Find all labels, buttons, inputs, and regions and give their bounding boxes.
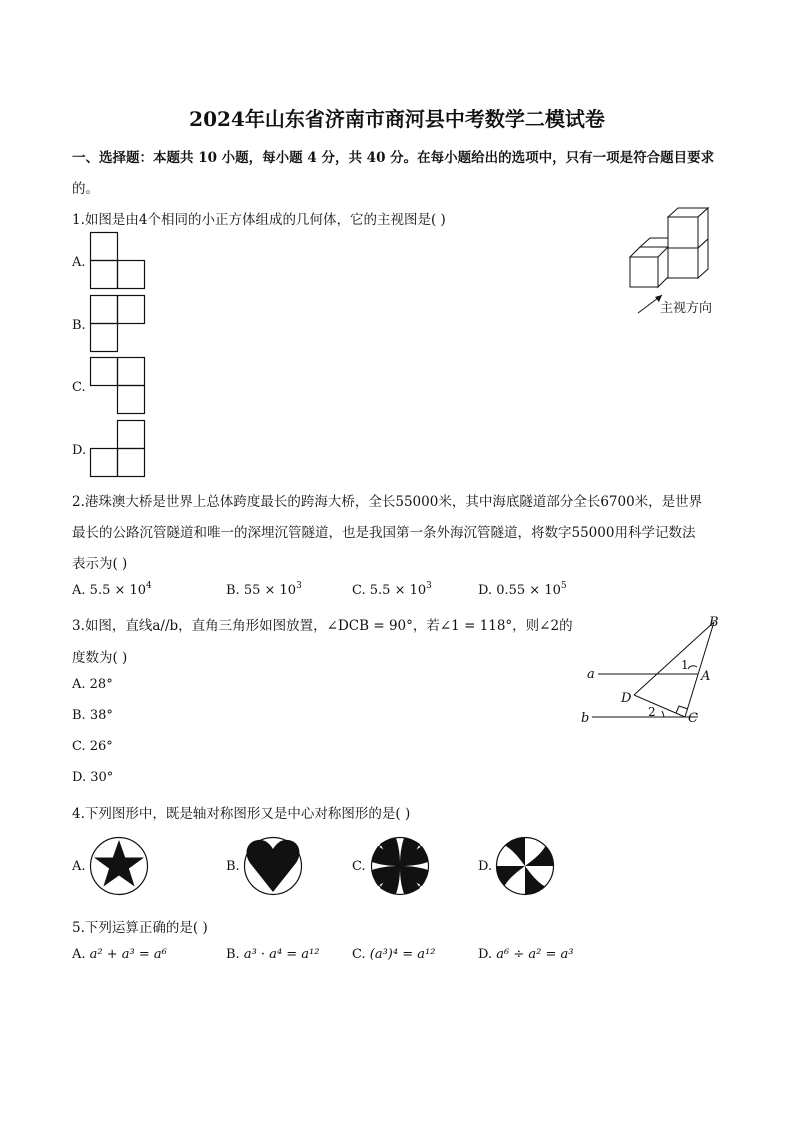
q5-option-b-expr: a³ · a⁴ = a¹² [243,947,320,962]
q4-option-a-label: A. [72,859,86,874]
q1-option-c-label: C. [72,380,86,395]
page-title: 2024年山东省济南市商河县中考数学二模试卷 [189,107,605,131]
q4-text: 4.下列图形中，既是轴对称图形又是中心对称图形的是( ) [72,806,411,822]
q2-option-d [478,583,567,598]
q1-direction-label: 主视方向 [660,301,713,316]
q4-option-b-heart-figure [243,836,303,896]
q1-text: 1.如图是由4个相同的小正方体组成的几何体，它的主视图是( ) [72,212,446,228]
q2-option-a-exp: 4 [146,581,152,591]
q5-option-c-label: C. [352,947,366,962]
q2-option-b-exp: 3 [296,581,302,591]
q3-text-line2: 度数为( ) [72,650,128,666]
q1-option-b-label: B. [72,318,86,333]
q2-option-b-label: B. [226,583,240,598]
q3-geometry-figure [578,612,728,734]
q5-option-b [226,947,319,962]
q5-option-b-label: B. [226,947,240,962]
q3-label-line-b: b [581,711,590,726]
q2-option-c [352,583,432,598]
q2-option-c-label: C. [352,583,366,598]
q2-text-line1: 2.港珠澳大桥是世界上总体跨度最长的跨海大桥，全长55000米，其中海底隧道部分全长6700米，是世界 [72,494,703,510]
q3-label-c: C [688,711,698,726]
q1-option-a-label: A. [72,255,86,270]
section-heading-line2: 的。 [72,181,99,197]
q2-option-b [226,583,302,598]
q1-option-b-figure [90,295,146,353]
q2-option-c-base: 5.5 × 10 [369,583,427,598]
q2-option-d-base: 0.55 × 10 [496,583,561,598]
q2-text-line2: 最长的公路沉管隧道和唯一的深埋沉管隧道，也是我国第一条外海沉管隧道，将数字55000用科学记数法 [72,525,696,541]
q1-option-a-figure [90,232,146,290]
q3-option-a: A. 28° [72,677,113,692]
q3-label-b: B [709,615,719,630]
q2-option-a-base: 5.5 × 10 [89,583,147,598]
q3-option-d: D. 30° [72,770,114,785]
q5-option-d-label: D. [478,947,493,962]
q5-text: 5.下列运算正确的是( ) [72,920,208,936]
q5-option-c-expr: (a³)⁴ = a¹² [369,947,436,962]
q3-label-a-point: A [701,669,711,684]
q5-option-a-expr: a² + a³ = a⁶ [89,947,167,962]
q1-option-d-figure [90,420,146,478]
q5-option-d [478,947,573,962]
q2-option-d-label: D. [478,583,493,598]
q2-option-d-exp: 5 [560,581,567,591]
q3-option-b: B. 38° [72,708,113,723]
q1-option-d-label: D. [72,443,87,458]
q1-option-c-figure [90,357,146,415]
q3-label-line-a: a [587,667,595,682]
q2-option-b-base: 55 × 10 [243,583,297,598]
q2-option-a-label: A. [72,583,86,598]
q3-label-angle2: 2 [648,705,656,719]
q4-option-d-label: D. [478,859,493,874]
q3-text-line1: 3.如图，直线a//b，直角三角形如图放置，∠DCB = 90°，若∠1 = 118°，则∠2的 [72,618,573,634]
q5-option-c [352,947,435,962]
q4-option-b-label: B. [226,859,240,874]
q3-option-c: C. 26° [72,739,113,754]
q3-label-angle1: 1 [681,658,689,672]
q4-option-d-pinwheel-figure [495,836,555,896]
q2-option-c-exp: 3 [426,581,432,591]
q5-option-a [72,947,167,962]
q2-option-a [72,583,152,598]
q3-label-d: D [621,691,632,706]
q5-option-d-expr: a⁶ ÷ a² = a³ [496,947,574,962]
q5-option-a-label: A. [72,947,86,962]
section-heading-line1: 一、选择题：本题共 10 小题，每小题 4 分，共 40 分。在每小题给出的选项中，只有一项是符合题目要求 [72,150,715,166]
q4-option-c-flower-figure [370,836,430,896]
q4-option-c-label: C. [352,859,366,874]
q2-text-line3: 表示为( ) [72,556,128,572]
q4-option-a-star-figure [89,836,149,896]
